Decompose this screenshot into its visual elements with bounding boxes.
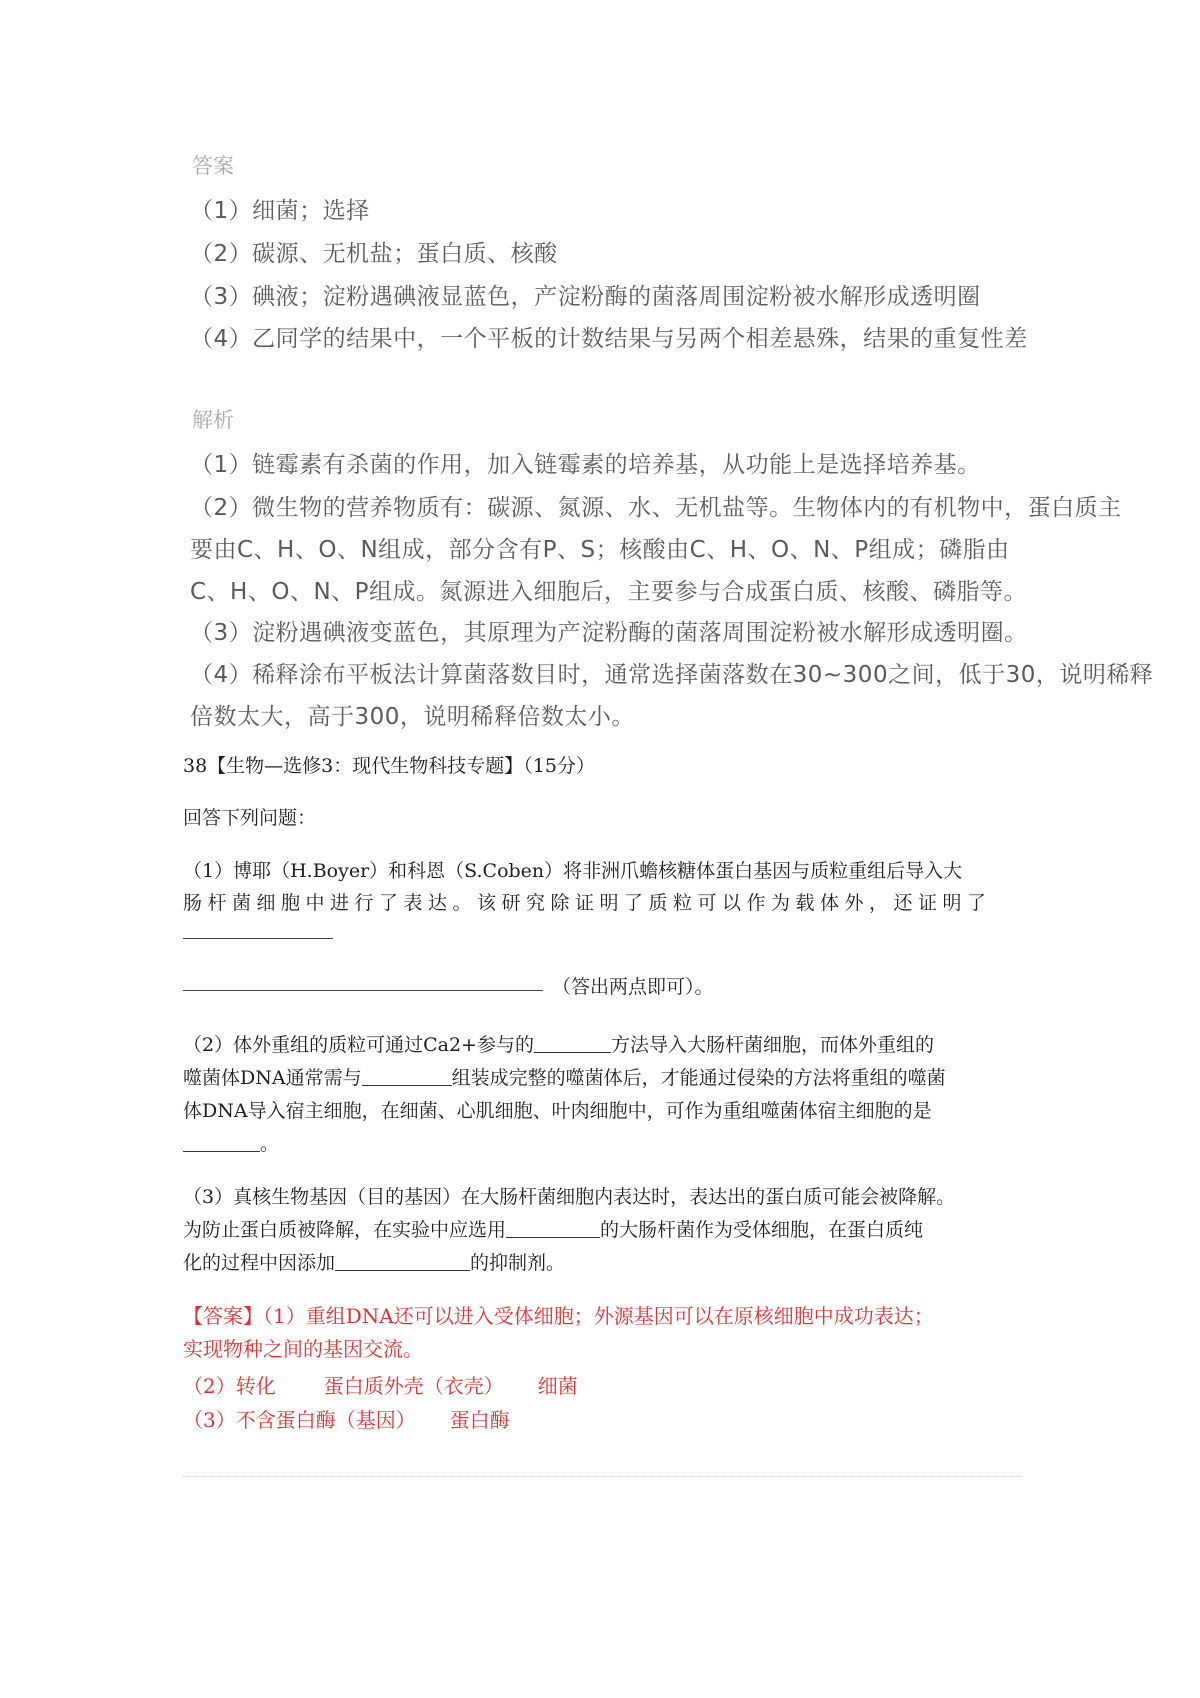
answer-line: （1）细菌；选择 <box>190 198 370 224</box>
answer-blank <box>183 938 333 939</box>
question-2-line: 体DNA导入宿主细胞，在细菌、心肌细胞、叶肉细胞中，可作为重组噬菌体宿主细胞的是 <box>183 1100 932 1122</box>
answer-blank <box>506 1219 600 1238</box>
question-2-text: 。 <box>260 1133 280 1155</box>
question-2-text: 噬菌体DNA通常需与 <box>183 1067 362 1089</box>
answer-blank <box>534 1034 611 1053</box>
question-2-text: （2）体外重组的质粒可通过Ca2+参与的 <box>183 1034 534 1056</box>
analysis-line: （1）链霉素有杀菌的作用，加入链霉素的培养基，从功能上是选择培养基。 <box>190 452 981 478</box>
answer-key-item: （3）不含蛋白酶（基因） <box>183 1408 416 1432</box>
answer-key-line: 【答案】（1）重组DNA还可以进入受体细胞；外源基因可以在原核细胞中成功表达； <box>183 1304 934 1328</box>
analysis-line: 倍数太大，高于300，说明稀释倍数太小。 <box>190 704 635 730</box>
question-2-text: 方法导入大肠杆菌细胞，而体外重组的 <box>610 1034 934 1056</box>
question-2-line <box>183 1063 946 1090</box>
analysis-heading: 解析 <box>192 408 234 432</box>
analysis-line: （2）微生物的营养物质有：碳源、氮源、水、无机盐等。生物体内的有机物中，蛋白质主 <box>190 495 1122 521</box>
question-1-suffix: （答出两点即可）。 <box>552 976 714 998</box>
question-1-line: 肠杆菌细胞中进行了表达。该研究除证明了质粒可以作为载体外，还证明了 <box>183 892 992 914</box>
question-1-line: （1）博耶（H.Boyer）和科恩（S.Coben）将非洲爪蟾核糖体蛋白基因与质粒重组后导入大 <box>183 860 963 882</box>
question-3-line <box>183 1248 565 1275</box>
answer-blank <box>362 1067 452 1086</box>
question-2-line <box>183 1129 279 1156</box>
analysis-line: （3）淀粉遇碘液变蓝色，其原理为产淀粉酶的菌落周围淀粉被水解形成透明圈。 <box>190 620 1028 646</box>
question-3-text: 的抑制剂。 <box>470 1252 566 1274</box>
analysis-line: 要由C、H、O、N组成，部分含有P、S；核酸由C、H、O、N、P组成；磷脂由 <box>190 537 1010 563</box>
answer-key-line <box>183 1370 578 1399</box>
answer-line: （3）碘液；淀粉遇碘液显蓝色，产淀粉酶的菌落周围淀粉被水解形成透明圈 <box>190 284 981 310</box>
question-2-text: 组装成完整的噬菌体后，才能通过侵染的方法将重组的噬菌 <box>451 1067 946 1089</box>
question-3-line <box>183 1215 923 1242</box>
analysis-line: （4）稀释涂布平板法计算菌落数目时，通常选择菌落数在30~300之间，低于30，说明稀释 <box>190 662 1154 688</box>
answer-blank <box>183 990 543 991</box>
answer-heading: 答案 <box>192 154 234 178</box>
answer-key-line <box>183 1404 510 1433</box>
answer-key-item: （2）转化 <box>183 1374 276 1398</box>
answer-key-item: 细菌 <box>537 1374 578 1398</box>
divider <box>183 1476 1021 1477</box>
answer-key-item: 蛋白质外壳（衣壳） <box>323 1374 504 1398</box>
question-3-text: 化的过程中因添加 <box>183 1252 336 1274</box>
answer-key-line: 实现物种之间的基因交流。 <box>183 1337 423 1361</box>
question-3-text: 为防止蛋白质被降解，在实验中应选用 <box>183 1219 507 1241</box>
answer-line: （4）乙同学的结果中，一个平板的计数结果与另两个相差悬殊，结果的重复性差 <box>190 326 1028 352</box>
answer-key-item: 蛋白酶 <box>449 1408 510 1432</box>
answer-blank <box>183 1133 260 1152</box>
analysis-line: C、H、O、N、P组成。氮源进入细胞后，主要参与合成蛋白质、核酸、磷脂等。 <box>190 579 1028 605</box>
question-3-text: 的大肠杆菌作为受体细胞，在蛋白质纯 <box>600 1219 924 1241</box>
answer-blank <box>335 1252 470 1271</box>
question-intro: 回答下列问题： <box>183 807 317 829</box>
question-title: 38【生物—选修3：现代生物科技专题】（15分） <box>183 755 595 777</box>
answer-line: （2）碳源、无机盐；蛋白质、核酸 <box>190 241 558 267</box>
question-3-line: （3）真核生物基因（目的基因）在大肠杆菌细胞内表达时，表达出的蛋白质可能会被降解。 <box>183 1186 956 1208</box>
question-2-line <box>183 1030 934 1057</box>
